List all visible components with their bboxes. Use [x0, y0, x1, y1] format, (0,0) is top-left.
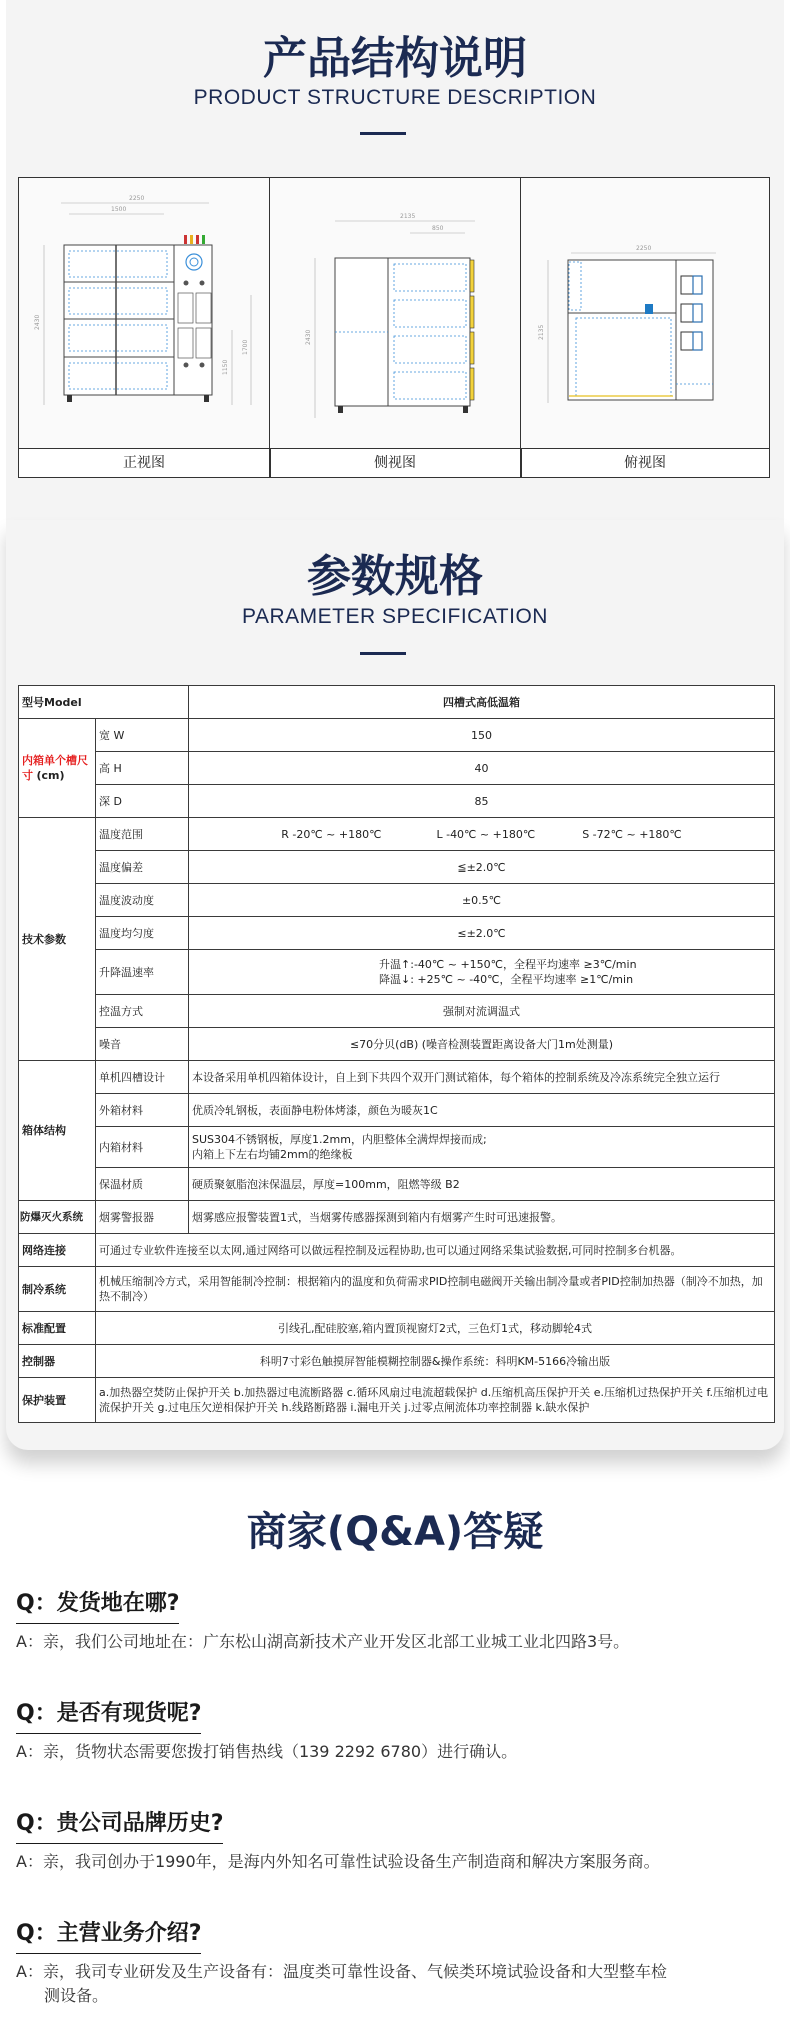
row-label: 保温材质 — [96, 1168, 189, 1201]
params-title-divider — [360, 652, 406, 655]
dim-label: 2430 — [305, 329, 312, 345]
side-view-caption: 侧视图 — [270, 448, 520, 477]
rate-values — [189, 950, 775, 995]
qa-question: Q：贵公司品牌历史? — [16, 1806, 223, 1844]
table-row — [19, 851, 775, 884]
row-label: 温度范围 — [96, 818, 189, 851]
row-label: 烟雾警报器 — [96, 1201, 189, 1234]
row-value: ±0.5℃ — [189, 884, 775, 917]
params-subtitle: PARAMETER SPECIFICATION — [242, 605, 548, 628]
row-value: 本设备采用单机四箱体设计，自上到下共四个双开门测试箱体，每个箱体的控制系统及冷冻系统完全独立运行 — [189, 1061, 775, 1094]
row-label: 标准配置 — [19, 1312, 96, 1345]
spec-table — [18, 685, 775, 1423]
temp-range-r: R -20℃ ~ +180℃ — [281, 827, 382, 841]
row-label: 噪音 — [96, 1028, 189, 1061]
qa-answer: A：亲，我们公司地址在：广东松山湖高新技术产业开发区北部工业城工业北四路3号。 — [16, 1632, 630, 1651]
row-value: 150 — [189, 719, 775, 752]
row-value: a.加热器空焚防止保护开关 b.加热器过电流断路器 c.循环风扇过电流超载保护 d.压缩机高压保护开关 e.压缩机过热保护开关 f.压缩机过电流保护开关 g.过电压欠逆相保护开关 h.线路断路器 i.漏电开关 j.过零点闸流体功率控制器 k.缺水保护 — [96, 1378, 775, 1423]
table-row — [19, 1168, 775, 1201]
box-group-label: 箱体结构 — [19, 1061, 96, 1201]
row-value: 40 — [189, 752, 775, 785]
row-value: 强制对流调温式 — [189, 995, 775, 1028]
row-label: 高 H — [96, 752, 189, 785]
row-label: 宽 W — [96, 719, 189, 752]
row-label: 网络连接 — [19, 1234, 96, 1267]
qa-question: Q：发货地在哪? — [16, 1586, 179, 1624]
rate-down: 降温↓: +25℃ ~ -40℃，全程平均速率 ≥1℃/min — [379, 973, 634, 986]
row-label: 控温方式 — [96, 995, 189, 1028]
temp-range-l: L -40℃ ~ +180℃ — [436, 827, 536, 841]
row-value: ≦±2.0℃ — [189, 851, 775, 884]
dim-label: 850 — [432, 225, 444, 232]
table-row — [19, 686, 775, 719]
row-value: 烟雾感应报警装置1式，当烟雾传感器探测到箱内有烟雾产生时可迅速报警。 — [189, 1201, 775, 1234]
rate-up: 升温↑:-40℃ ~ +150℃，全程平均速率 ≥3℃/min — [379, 958, 637, 971]
row-label: 制冷系统 — [19, 1267, 96, 1312]
row-value: 科明7寸彩色触摸屏智能模糊控制器&操作系统：科明KM-5166冷输出版 — [96, 1345, 775, 1378]
row-value: 硬质聚氨脂泡沫保温层，厚度=100mm，阻燃等级 B2 — [189, 1168, 775, 1201]
top-view-drawing — [521, 178, 769, 448]
dim-label: 2250 — [129, 195, 145, 202]
qa-answer-line: 测设备。 — [44, 1986, 109, 2005]
table-row — [19, 1312, 775, 1345]
top-view-caption: 俯视图 — [521, 448, 769, 477]
table-row — [19, 995, 775, 1028]
dim-label: 2430 — [34, 314, 41, 330]
front-view-drawing — [19, 178, 269, 448]
temp-range-values — [189, 818, 775, 851]
structure-title: 产品结构说明 — [263, 33, 527, 84]
row-label: 升降温速率 — [96, 950, 189, 995]
dim-label: 1700 — [242, 339, 249, 355]
row-label: 内箱材料 — [96, 1127, 189, 1168]
row-value-line: 内箱上下左右均铺2mm的绝缘板 — [192, 1148, 353, 1161]
front-view-caption: 正视图 — [19, 448, 269, 477]
table-row — [19, 1061, 775, 1094]
side-view-drawing — [270, 178, 520, 448]
row-label: 温度均匀度 — [96, 917, 189, 950]
table-row — [19, 752, 775, 785]
table-row — [19, 1378, 775, 1423]
model-label: 型号Model — [19, 686, 189, 719]
dim-label: 1150 — [222, 359, 229, 375]
dim-label: 1500 — [111, 206, 127, 213]
row-value-multiline — [189, 1127, 775, 1168]
row-value: ≤±2.0℃ — [189, 917, 775, 950]
row-label: 外箱材料 — [96, 1094, 189, 1127]
qa-answer: A：亲，我司创办于1990年，是海内外知名可靠性试验设备生产制造商和解决方案服务商。 — [16, 1852, 660, 1871]
qa-answer-line: A：亲，我司专业研发及生产设备有：温度类可靠性设备、气候类环境试验设备和大型整车检 — [16, 1962, 667, 1981]
row-label: 保护装置 — [19, 1378, 96, 1423]
dim-label: 2135 — [400, 213, 416, 220]
row-label: 温度偏差 — [96, 851, 189, 884]
qa-question: Q：主营业务介绍? — [16, 1916, 201, 1954]
table-row — [19, 1094, 775, 1127]
table-row — [19, 1028, 775, 1061]
size-group-text: 内箱单个槽尺寸 — [22, 754, 88, 782]
table-row — [19, 1201, 775, 1234]
table-row — [19, 917, 775, 950]
fire-group-label: 防爆灭火系统 — [19, 1201, 96, 1234]
row-value: 优质冷轧钢板，表面静电粉体烤漆，颜色为暖灰1C — [189, 1094, 775, 1127]
row-value: 引线孔,配硅胶塞,箱内置顶视窗灯2式，三色灯1式，移动脚轮4式 — [96, 1312, 775, 1345]
row-value: 机械压缩制冷方式，采用智能制冷控制：根据箱内的温度和负荷需求PID控制电磁阀开关输出制冷量或者PID控制加热器（制冷不加热，加热不制冷） — [96, 1267, 775, 1312]
row-value-line: SUS304不锈钢板，厚度1.2mm，内胆整体全满焊焊接而成; — [192, 1133, 487, 1146]
table-row — [19, 1267, 775, 1312]
row-label: 控制器 — [19, 1345, 96, 1378]
dim-label: 2135 — [538, 324, 545, 340]
tech-group-label: 技术参数 — [19, 818, 96, 1061]
table-row — [19, 1234, 775, 1267]
row-value: ≤70分贝(dB) (噪音检测装置距离设备大门1m处测量) — [189, 1028, 775, 1061]
table-row — [19, 785, 775, 818]
row-value: 85 — [189, 785, 775, 818]
table-row — [19, 950, 775, 995]
row-label: 单机四槽设计 — [96, 1061, 189, 1094]
table-row — [19, 719, 775, 752]
structure-drawings — [18, 177, 770, 478]
size-unit: (cm) — [36, 769, 65, 782]
row-value: 可通过专业软件连接至以太网,通过网络可以做远程控制及远程协助,也可以通过网络采集试验数据,可同时控制多台机器。 — [96, 1234, 775, 1267]
table-row — [19, 1345, 775, 1378]
row-label: 温度波动度 — [96, 884, 189, 917]
table-row — [19, 884, 775, 917]
structure-title-divider — [360, 132, 406, 135]
table-row — [19, 1127, 775, 1168]
qa-answer — [16, 1960, 786, 2008]
qa-answer: A：亲，货物状态需要您拨打销售热线（139 2292 6780）进行确认。 — [16, 1742, 518, 1761]
row-label: 深 D — [96, 785, 189, 818]
temp-range-s: S -72℃ ~ +180℃ — [582, 827, 682, 841]
structure-subtitle: PRODUCT STRUCTURE DESCRIPTION — [193, 86, 597, 109]
qa-title: 商家(Q&A)答疑 — [246, 1509, 544, 1555]
size-group-label — [19, 719, 96, 818]
table-row — [19, 818, 775, 851]
params-title: 参数规格 — [307, 551, 483, 602]
qa-question: Q：是否有现货呢? — [16, 1696, 201, 1734]
dim-label: 2250 — [636, 245, 652, 252]
model-value: 四槽式高低温箱 — [189, 686, 775, 719]
